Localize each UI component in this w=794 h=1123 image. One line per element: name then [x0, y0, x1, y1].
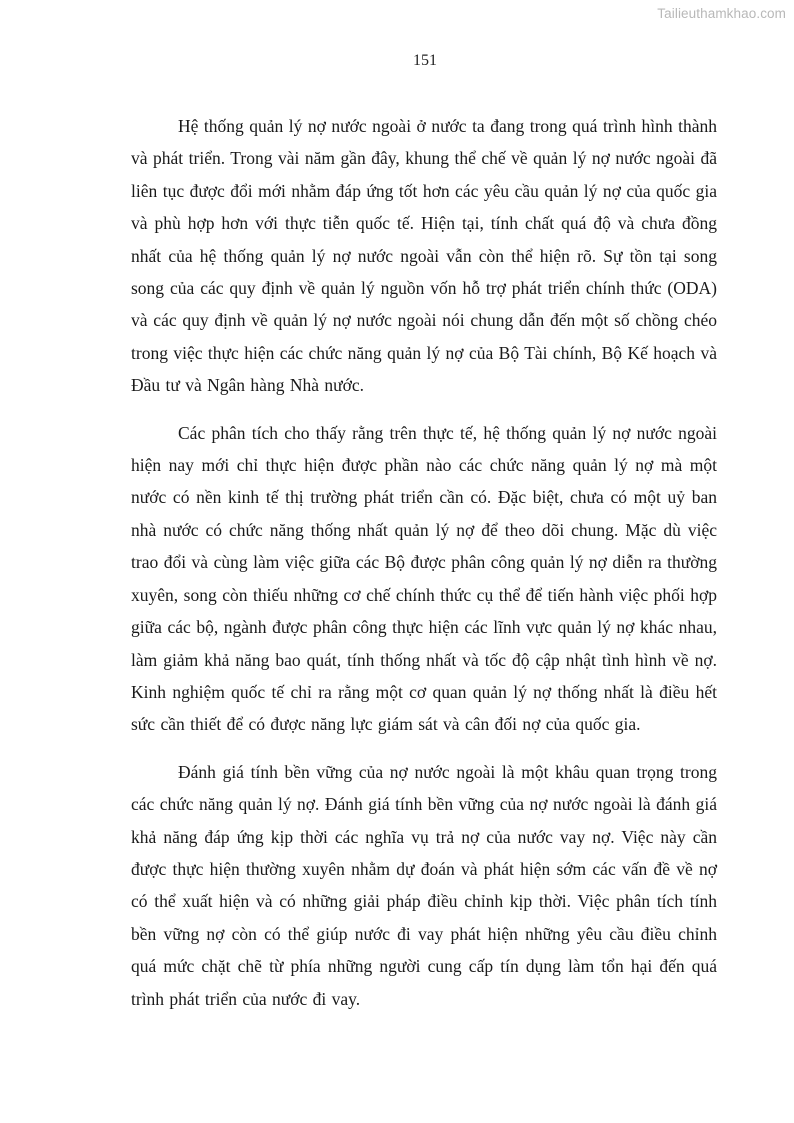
- watermark: Tailieuthamkhao.com: [657, 6, 786, 21]
- document-body: [131, 110, 717, 1030]
- paragraph: Các phân tích cho thấy rằng trên thực tế, hệ thống quản lý nợ nước ngoài hiện nay mới chỉ thực hiện được phần nào các chức năng quản lý nợ mà một nước có nền kinh tế thị trường phát triển cần có. Đặc biệt, chưa có một uỷ ban nhà nước có chức năng thống nhất quản lý nợ để theo dõi chung. Mặc dù việc trao đổi và cùng làm việc giữa các Bộ được phân công quản lý nợ diễn ra thường xuyên, song còn thiếu những cơ chế chính thức cụ thể để tiến hành việc phối hợp giữa các bộ, ngành được phân công thực hiện các lĩnh vực quản lý nợ khác nhau, làm giảm khả năng bao quát, tính thống nhất và tốc độ cập nhật tình hình về nợ. Kinh nghiệm quốc tế chỉ ra rằng một cơ quan quản lý nợ thống nhất là điều hết sức cần thiết để có được năng lực giám sát và cân đối nợ của quốc gia.: [131, 422, 717, 735]
- page-number: 151: [413, 52, 437, 69]
- paragraph: Hệ thống quản lý nợ nước ngoài ở nước ta đang trong quá trình hình thành và phát triển. Trong vài năm gần đây, khung thể chế về quản lý nợ nước ngoài đã liên tục được đổi mới nhằm đáp ứng tốt hơn các yêu cầu quản lý nợ của quốc gia và phù hợp hơn với thực tiễn quốc tế. Hiện tại, tính chất quá độ và chưa đồng nhất của hệ thống quản lý nợ nước ngoài vẫn còn thể hiện rõ. Sự tồn tại song song của các quy định về quản lý nguồn vốn hỗ trợ phát triển chính thức (ODA) và các quy định về quản lý nợ nước ngoài nói chung dẫn đến một số chồng chéo trong việc thực hiện các chức năng quản lý nợ của Bộ Tài chính, Bộ Kế hoạch và Đầu tư và Ngân hàng Nhà nước.: [131, 116, 717, 396]
- paragraph: Đánh giá tính bền vững của nợ nước ngoài là một khâu quan trọng trong các chức năng quản lý nợ. Đánh giá tính bền vững của nợ nước ngoài là đánh giá khả năng đáp ứng kịp thời các nghĩa vụ trả nợ của nước vay nợ. Việc này cần được thực hiện thường xuyên nhằm dự đoán và phát hiện sớm các vấn đề về nợ có thể xuất hiện và có những giải pháp điều chỉnh kịp thời. Việc phân tích tính bền vững nợ còn có thể giúp nước đi vay phát hiện những yêu cầu điều chỉnh quá mức chặt chẽ từ phía những người cung cấp tín dụng làm tổn hại đến quá trình phát triển của nước đi vay.: [131, 761, 717, 1009]
